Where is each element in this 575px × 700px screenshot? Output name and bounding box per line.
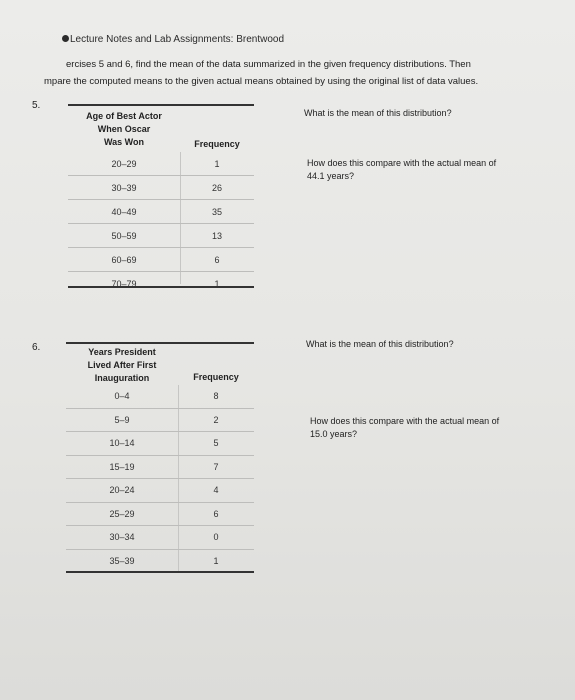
frequency-cell: 2 [213,414,219,425]
table-row [68,176,254,200]
class-interval-cell: 15–19 [109,461,135,472]
table-row [66,526,254,550]
table-row [68,200,254,224]
table-top-rule [66,342,254,344]
class-interval-cell: 60–69 [111,255,137,265]
exercise-6-question-compare [310,415,499,441]
exercise-5-question-mean: What is the mean of this distribution? [304,108,452,118]
table-row [68,248,254,272]
exercise-5-compare-line-2: 44.1 years? [307,171,355,181]
exercise-6-compare-line-1: How does this compare with the actual mean of [310,416,500,426]
class-interval-cell: 35–39 [109,555,135,566]
frequency-cell: 1 [214,159,220,169]
header-line: Age of Best Actor [86,111,162,121]
class-interval-cell: 40–49 [111,207,137,217]
frequency-cell: 26 [211,183,222,193]
frequency-cell: 4 [213,485,219,495]
class-interval-cell: 30–39 [111,183,137,193]
class-interval-cell: 20–24 [109,485,135,495]
table-row [66,479,254,503]
frequency-cell: 1 [214,279,220,289]
frequency-cell: 6 [213,508,219,519]
frequency-cell: 6 [214,255,220,265]
class-interval-cell: 0–4 [114,391,130,401]
exercise-5-frequency-table [68,104,254,290]
frequency-cell: 7 [213,461,219,472]
exercise-6-compare-line-2: 15.0 years? [310,429,358,439]
class-interval-cell: 50–59 [111,231,137,241]
table-row [66,432,254,456]
table-row [66,503,254,527]
class-interval-cell: 30–34 [109,532,135,542]
instructions-line-1: ercises 5 and 6, find the mean of the data summarized in the given frequency distributions. Then [66,59,471,70]
header-title: Lecture Notes and Lab Assignments: Brentwood [70,34,285,45]
frequency-cell: 5 [213,438,219,448]
table-top-rule [68,104,254,106]
exercise-6-question-mean: What is the mean of this distribution? [306,339,454,349]
page-header [62,34,284,45]
exercise-5-number: 5. [32,100,41,111]
class-interval-cell: 70–79 [111,279,137,289]
header-line: Was Won [104,137,144,147]
table-row [66,550,254,574]
exercise-6-number: 6. [32,342,41,353]
column-header-age [68,110,180,149]
frequency-cell: 13 [211,231,222,241]
frequency-cell: 35 [211,207,222,217]
class-interval-cell: 10–14 [109,438,135,448]
exercise-5-question-compare [307,157,496,183]
instructions [44,56,524,90]
table-row [68,152,254,176]
column-header-years [66,346,178,385]
header-line: Lived After First [87,360,157,370]
column-header-frequency: Frequency [194,139,240,149]
frequency-cell: 1 [213,555,219,566]
class-interval-cell: 5–9 [114,414,130,425]
table-row [66,385,254,409]
instructions-line-2: mpare the computed means to the given actual means obtained by using the original list of data values. [44,76,479,87]
table-row [66,456,254,480]
table-row [68,272,254,296]
table-row [66,409,254,433]
exercise-6-frequency-table [66,342,254,576]
class-interval-cell: 20–29 [111,159,137,169]
bullet-icon [62,35,69,42]
header-line: Years President [88,347,156,357]
header-line: Inauguration [94,373,150,383]
header-line: When Oscar [97,124,151,134]
column-header-frequency: Frequency [193,372,239,382]
frequency-cell: 8 [213,391,219,401]
class-interval-cell: 25–29 [109,508,135,519]
table-row [68,224,254,248]
exercise-5-compare-line-1: How does this compare with the actual mean of [307,158,497,168]
frequency-cell: 0 [213,532,219,542]
